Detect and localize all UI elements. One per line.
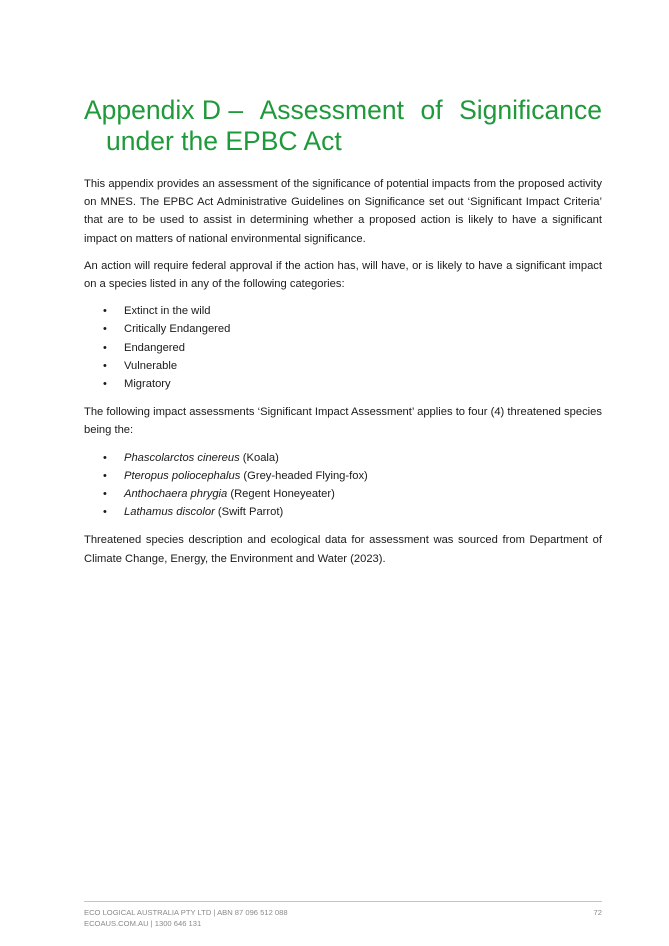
list-item xyxy=(84,449,602,467)
species-scientific-name: Anthochaera phrygia xyxy=(124,487,228,500)
category-label: Extinct in the wild xyxy=(124,305,211,318)
approval-paragraph: An action will require federal approval if the action has, will have, or is likely to have a significant impact on a species listed in any of the following categories: xyxy=(84,259,602,291)
appendix-heading xyxy=(84,95,602,157)
category-label: Vulnerable xyxy=(124,359,178,372)
category-label: Critically Endangered xyxy=(124,323,231,336)
list-item xyxy=(84,320,602,338)
species-scientific-name: Lathamus discolor xyxy=(124,506,215,519)
species-scientific-name: Pteropus poliocephalus xyxy=(124,469,241,482)
heading-word: Significance xyxy=(459,95,602,125)
bullet-icon: • xyxy=(103,341,107,354)
category-label: Endangered xyxy=(124,341,185,354)
list-item xyxy=(84,357,602,375)
body-content xyxy=(84,175,602,577)
bullet-icon: • xyxy=(103,305,107,318)
footer-contact: ECOAUS.COM.AU | 1300 646 131 xyxy=(84,919,202,928)
bullet-icon: • xyxy=(103,469,107,482)
heading-line-2: under the EPBC Act xyxy=(106,126,342,156)
bullet-icon: • xyxy=(103,377,107,390)
page-footer xyxy=(84,907,602,929)
footer-row xyxy=(84,907,602,918)
footer-divider xyxy=(84,901,602,902)
list-item xyxy=(84,339,602,357)
heading-word: Appendix D – xyxy=(84,95,244,125)
list-item xyxy=(84,485,602,503)
list-item xyxy=(84,302,602,320)
bullet-icon: • xyxy=(103,323,107,336)
species-common-name: (Swift Parrot) xyxy=(214,506,284,519)
bullet-icon: • xyxy=(103,487,107,500)
heading-word: Assessment xyxy=(259,95,404,125)
list-item xyxy=(84,467,602,485)
species-common-name: (Koala) xyxy=(239,451,279,464)
list-item xyxy=(84,503,602,521)
heading-word: of xyxy=(420,95,443,125)
category-label: Migratory xyxy=(124,377,171,390)
page-number: 72 xyxy=(593,908,602,917)
heading-line-1 xyxy=(84,95,602,126)
assessments-paragraph: The following impact assessments ‘Significant Impact Assessment’ applies to four (4) threatened species being the: xyxy=(84,406,602,437)
species-common-name: (Grey-headed Flying-fox) xyxy=(240,469,368,482)
intro-paragraph: This appendix provides an assessment of the significance of potential impacts from the proposed activity on MNES. The EPBC Act Administrative Guidelines on Significance set out ‘Significant Impact Criteria’ that are to be used to assist in determining whether a proposed action is likely to have a significant impact on matters of national environmental significance. xyxy=(84,178,602,245)
species-list xyxy=(84,449,602,522)
category-list xyxy=(84,302,602,393)
bullet-icon: • xyxy=(103,451,107,464)
list-item xyxy=(84,375,602,393)
bullet-icon: • xyxy=(103,506,107,519)
bullet-icon: • xyxy=(103,359,107,372)
footer-company: ECO LOGICAL AUSTRALIA PTY LTD | ABN 87 096 512 088 xyxy=(84,908,288,917)
source-paragraph: Threatened species description and ecological data for assessment was sourced from Department of Climate Change, Energy, the Environment and Water (2023). xyxy=(84,534,602,565)
species-common-name: (Regent Honeyeater) xyxy=(227,487,335,500)
species-scientific-name: Phascolarctos cinereus xyxy=(124,451,240,464)
